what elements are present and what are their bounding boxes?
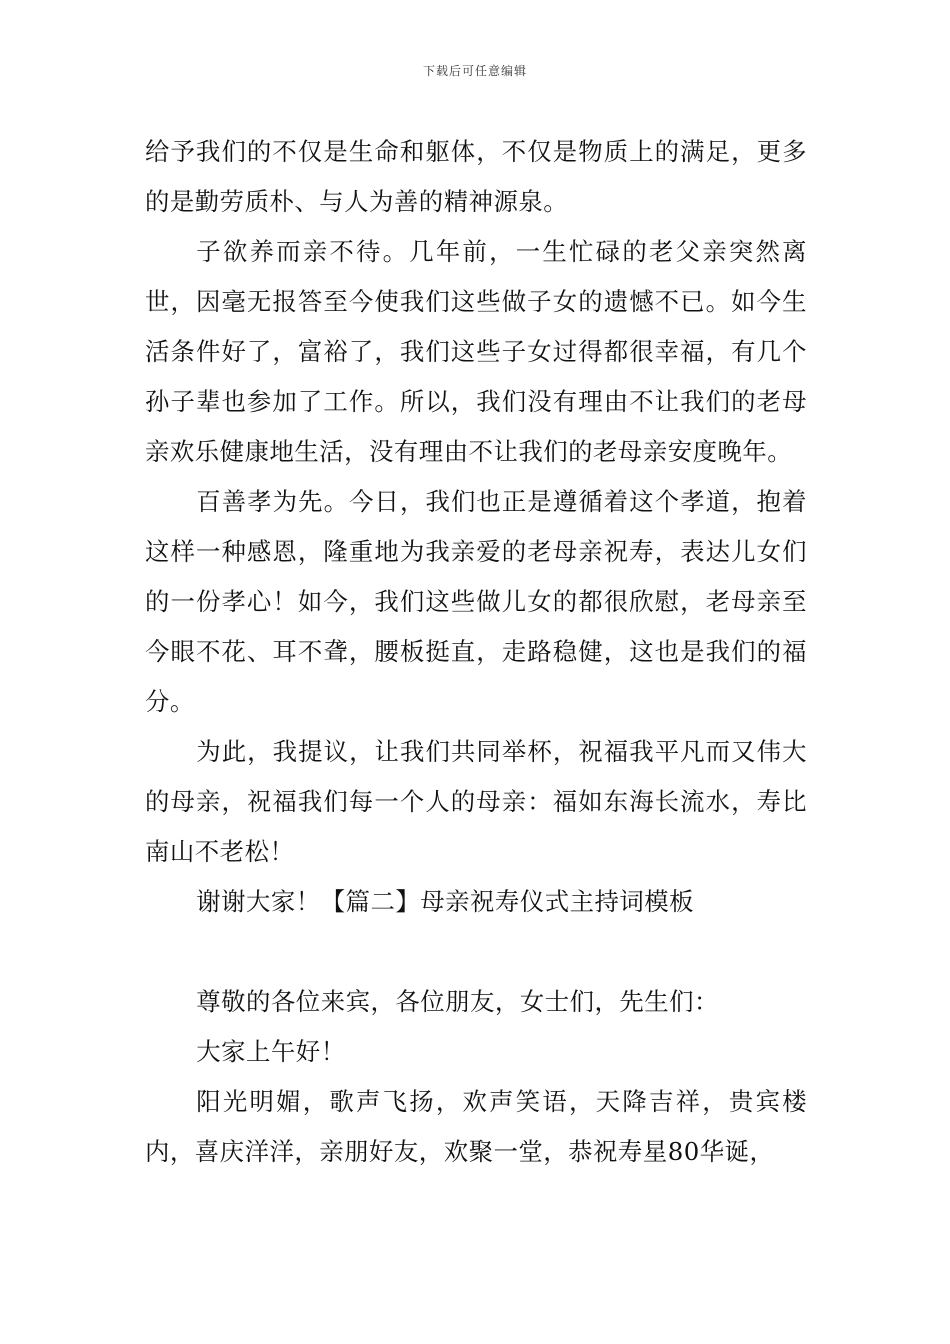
paragraph-2: 子欲养而亲不待。几年前，一生忙碌的老父亲突然离世，因毫无报答至今使我们这些做子女的遗憾不已。如今生活条件好了，富裕了，我们这些子女过得都很幸福，有几个孙子辈也参加了工作。所以，我们没有理由不让我们的老母亲欢乐健康地生活，没有理由不让我们的老母亲安度晚年。 (145, 237, 807, 466)
paragraph-1: 给予我们的不仅是生命和躯体，不仅是物质上的满足，更多的是勤劳质朴、与人为善的精神源泉。 (145, 137, 807, 216)
document-body (145, 127, 807, 1177)
section-heading: 谢谢大家！【篇二】母亲祝寿仪式主持词模板 (196, 887, 695, 916)
page-header: 下载后可任意编辑 (422, 64, 527, 78)
paragraph-opening: 阳光明媚，歌声飞扬，欢声笑语，天降吉祥，贵宾楼内，喜庆洋洋，亲朋好友，欢聚一堂，恭祝寿星80华诞， (145, 1087, 807, 1166)
paragraph-3: 百善孝为先。今日，我们也正是遵循着这个孝道，抱着这样一种感恩，隆重地为我亲爱的老母亲祝寿，表达儿女们的一份孝心！如今，我们这些做儿女的都很欣慰，老母亲至今眼不花、耳不聋，腰板挺直，走路稳健，这也是我们的福分。 (145, 487, 807, 716)
paragraph-4: 为此，我提议，让我们共同举杯，祝福我平凡而又伟大的母亲，祝福我们每一个人的母亲：福如东海长流水，寿比南山不老松！ (145, 737, 807, 866)
good-morning-line: 大家上午好！ (196, 1037, 346, 1066)
greeting-line: 尊敬的各位来宾，各位朋友，女士们，先生们： (196, 987, 719, 1016)
blank-line (145, 927, 807, 977)
